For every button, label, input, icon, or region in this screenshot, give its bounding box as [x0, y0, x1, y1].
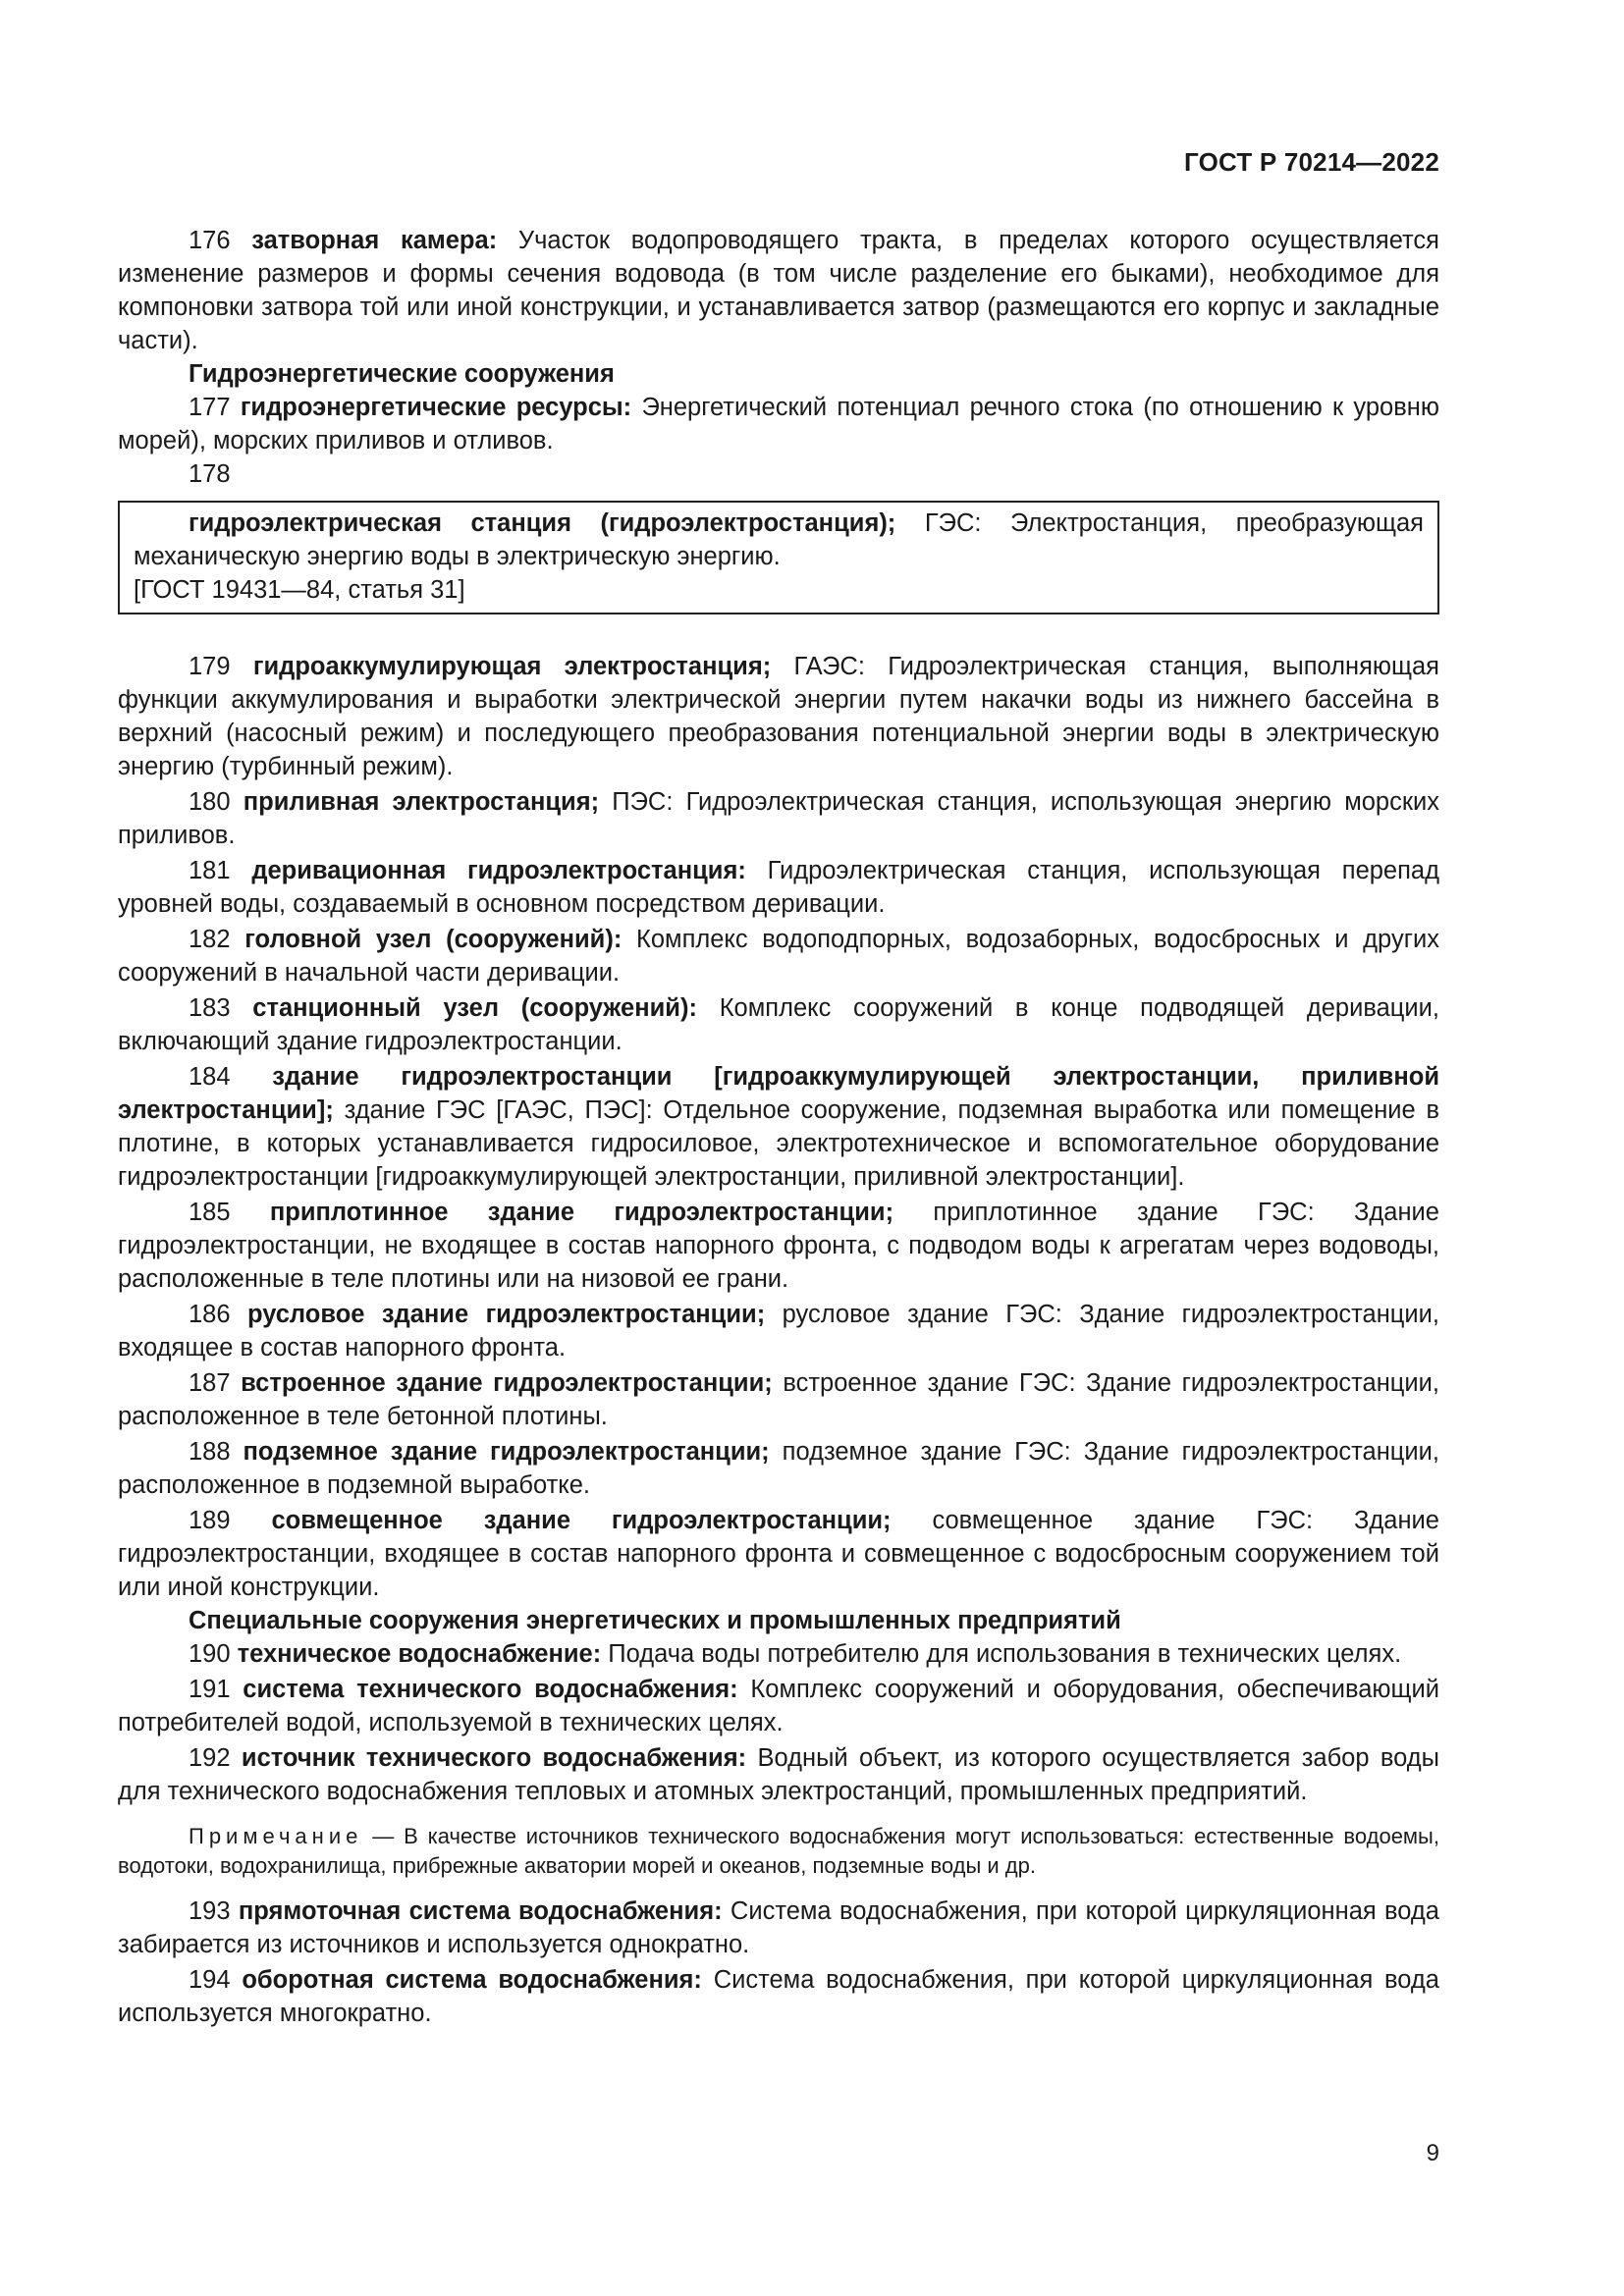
- entry-178: [134, 507, 1424, 573]
- entry-189: [118, 1504, 1439, 1604]
- entry-178-number: [118, 457, 1439, 491]
- entry-definition: ГЭС: Электростанция, преобразующая механическую энергию воды в электрическую энергию.: [134, 509, 1424, 570]
- entry-number: 188: [189, 1438, 231, 1466]
- entry-179: [118, 650, 1439, 783]
- entry-definition: ПЭС: Гидроэлектрическая станция, использующая энергию морских приливов.: [118, 788, 1439, 849]
- entry-term: подземное здание гидроэлектростанции;: [243, 1438, 770, 1466]
- entry-number: 178: [189, 460, 231, 488]
- entry-number: 193: [189, 1897, 231, 1925]
- entry-number: 192: [189, 1744, 231, 1772]
- entry-number: 189: [189, 1507, 231, 1534]
- entry-number: 180: [189, 788, 231, 816]
- entry-number: 185: [189, 1199, 231, 1226]
- entry-term: прямоточная система водоснабжения:: [238, 1897, 723, 1925]
- entry-term: совмещенное здание гидроэлектростанции;: [271, 1507, 892, 1534]
- entry-number: 186: [189, 1301, 231, 1328]
- entry-186: [118, 1298, 1439, 1364]
- entry-definition: подземное здание ГЭС: Здание гидроэлектростанции, расположенное в подземной выработке.: [118, 1438, 1439, 1499]
- entry-term: станционный узел (сооружений):: [252, 994, 697, 1022]
- entry-193: [118, 1895, 1439, 1961]
- entry-191: [118, 1673, 1439, 1739]
- entry-194: [118, 1963, 1439, 2030]
- note-text: — В качестве источников технического водоснабжения могут использоваться: естественные водоемы, водотоки, водохранилища, прибрежные акватории морей и океанов, подземные воды и др.: [118, 1824, 1439, 1878]
- document-body: [118, 224, 1439, 2030]
- entry-188: [118, 1435, 1439, 1502]
- note: [118, 1822, 1439, 1881]
- section-heading-special: Специальные сооружения энергетических и промышленных предприятий: [189, 1607, 1121, 1634]
- standard-header: ГОСТ Р 70214—2022: [1184, 147, 1439, 177]
- entry-definition: Подача воды потребителю для использования в технических целях.: [608, 1640, 1402, 1668]
- entry-number: 177: [189, 394, 231, 421]
- entry-definition: Комплекс сооружений в конце подводящей деривации, включающий здание гидроэлектростанции.: [118, 994, 1439, 1055]
- quoted-definition-box: [118, 501, 1439, 614]
- entry-182: [118, 923, 1439, 989]
- entry-definition: Гидроэлектрическая станция, использующая перепад уровней воды, создаваемый в основном посредством деривации.: [118, 857, 1439, 918]
- entry-definition: приплотинное здание ГЭС: Здание гидроэлектростанции, не входящее в состав напорного фронта, с подводом воды к агрегатам через водоводы, расположенные в теле плотины или на низовой ее грани.: [118, 1199, 1439, 1293]
- entry-176: [118, 224, 1439, 357]
- source-reference: [ГОСТ 19431—84, статья 31]: [134, 576, 465, 604]
- entry-number: 191: [189, 1676, 231, 1703]
- entry-number: 187: [189, 1369, 231, 1397]
- entry-definition: Система водоснабжения, при которой циркуляционная вода используется многократно.: [118, 1966, 1439, 2027]
- entry-term: здание гидроэлектростанции [гидроаккумулирующей электростанции, приливной электростанции];: [118, 1063, 1439, 1124]
- entry-number: 190: [189, 1640, 231, 1668]
- entry-definition: Комплекс водоподпорных, водозаборных, водосбросных и других сооружений в начальной части деривации.: [118, 926, 1439, 987]
- entry-definition: русловое здание ГЭС: Здание гидроэлектростанции, входящее в состав напорного фронта.: [118, 1301, 1439, 1362]
- entry-180: [118, 785, 1439, 852]
- entry-definition: Водный объект, из которого осуществляется забор воды для технического водоснабжения тепловых и атомных электростанций, промышленных предприятий.: [118, 1744, 1439, 1805]
- entry-term: затворная камера:: [251, 227, 498, 254]
- entry-number: 182: [189, 926, 231, 953]
- entry-term: гидроэнергетические ресурсы:: [240, 394, 632, 421]
- entry-number: 181: [189, 857, 231, 884]
- entry-185: [118, 1196, 1439, 1296]
- entry-number: 184: [189, 1063, 231, 1091]
- entry-184: [118, 1060, 1439, 1194]
- entry-term: оборотная система водоснабжения:: [242, 1966, 702, 1994]
- entry-definition: Участок водопроводящего тракта, в пределах которого осуществляется изменение размеров и формы сечения водовода (в том числе разделение его быками), необходимое для компоновки затвора той или иной конструкции, и устанавливается затвор (размещаются его корпус и закладные части).: [118, 227, 1439, 354]
- entry-term: встроенное здание гидроэлектростанции;: [241, 1369, 773, 1397]
- entry-177: [118, 391, 1439, 457]
- entry-definition: здание ГЭС [ГАЭС, ПЭС]: Отдельное сооружение, подземная выработка или помещение в плотине, в которых устанавливается гидросиловое, электротехническое и вспомогательное оборудование гидроэлектростанции [гидроаккумулирующей электростанции, приливной электростанции].: [118, 1096, 1439, 1191]
- entry-definition: Система водоснабжения, при которой циркуляционная вода забирается из источников и используется однократно.: [118, 1897, 1439, 1958]
- entry-term: головной узел (сооружений):: [244, 926, 623, 953]
- entry-number: 176: [189, 227, 231, 254]
- entry-number: 179: [189, 653, 231, 680]
- entry-definition: совмещенное здание ГЭС: Здание гидроэлектростанции, входящее в состав напорного фронта и совмещенное с водосбросным сооружением той или иной конструкции.: [118, 1507, 1439, 1601]
- entry-term: русловое здание гидроэлектростанции;: [246, 1301, 766, 1328]
- entry-number: 194: [189, 1966, 231, 1994]
- entry-definition: ГАЭС: Гидроэлектрическая станция, выполняющая функции аккумулирования и выработки электрической энергии путем накачки воды из нижнего бассейна в верхний (насосный режим) и последующего преобразования потенциальной энергии воды в электрическую энергию (турбинный режим).: [118, 653, 1439, 780]
- entry-definition: Энергетический потенциал речного стока (по отношению к уровню морей), морских приливов и отливов.: [118, 394, 1439, 454]
- entry-190: [118, 1637, 1439, 1671]
- entry-definition: встроенное здание ГЭС: Здание гидроэлектростанции, расположенное в теле бетонной плотины.: [118, 1369, 1439, 1430]
- entry-term: приплотинное здание гидроэлектростанции;: [269, 1199, 894, 1226]
- entry-term: техническое водоснабжение:: [237, 1640, 602, 1668]
- entry-term: система технического водоснабжения:: [243, 1676, 738, 1703]
- entry-183: [118, 991, 1439, 1058]
- entry-number: 183: [189, 994, 231, 1022]
- entry-definition: Комплекс сооружений и оборудования, обеспечивающий потребителей водой, используемой в технических целях.: [118, 1676, 1439, 1736]
- entry-term: деривационная гидроэлектростанция:: [251, 857, 746, 884]
- page-number: 9: [1426, 2140, 1439, 2166]
- section-heading-hydro: Гидроэнергетические сооружения: [189, 360, 615, 388]
- entry-term: источник технического водоснабжения:: [241, 1744, 747, 1772]
- note-label: Примечание: [189, 1824, 363, 1848]
- entry-181: [118, 854, 1439, 921]
- entry-187: [118, 1366, 1439, 1433]
- entry-term: приливная электростанция;: [243, 788, 600, 816]
- entry-192: [118, 1741, 1439, 1808]
- entry-term: гидроэлектрическая станция (гидроэлектростанция);: [189, 509, 896, 537]
- entry-term: гидроаккумулирующая электростанция;: [252, 653, 772, 680]
